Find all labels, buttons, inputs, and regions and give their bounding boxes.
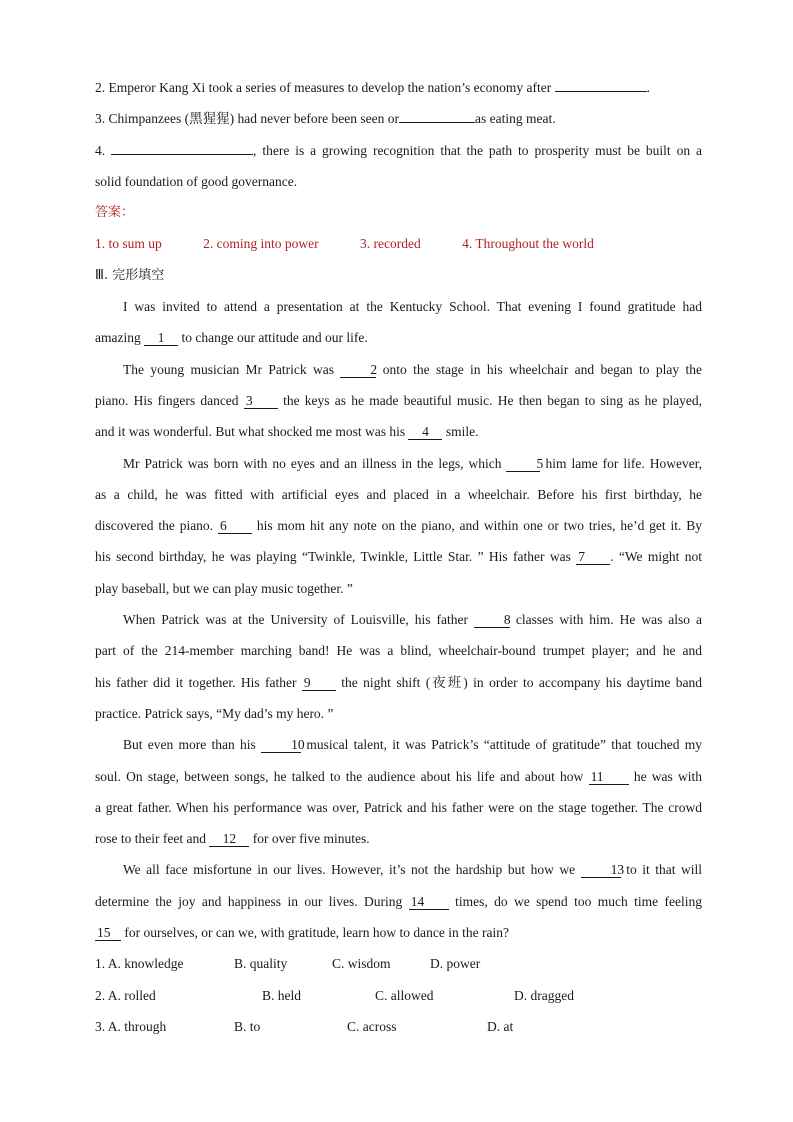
text: When Patrick was at the University of Louisville, his father [123, 612, 468, 628]
document-page [95, 72, 702, 1042]
blank-6: 6 [218, 518, 252, 534]
text: musical talent, it was Patrick’s “attitude of gratitude” that touched my [306, 737, 702, 753]
option-c: C. wisdom [332, 956, 391, 972]
question-text: , there is a growing recognition that the path to prosperity must be built on a [253, 142, 702, 158]
passage-line [95, 854, 702, 885]
text: for ourselves, or can we, with gratitude, learn how to dance in the rain? [124, 925, 509, 941]
option-a: 2. A. rolled [95, 987, 156, 1003]
text: him lame for life. However, [545, 455, 702, 471]
passage-line [95, 667, 702, 698]
blank-14: 14 [409, 894, 449, 910]
blank-7: 7 [576, 549, 610, 565]
text: Mr Patrick was born with no eyes and an illness in the legs, which [123, 455, 502, 471]
option-b: B. quality [234, 956, 288, 972]
blank-12: 12 [209, 831, 249, 847]
text: onto the stage in his wheelchair and began to play the [382, 361, 702, 377]
text: discovered the piano. [95, 518, 214, 534]
blank-3: 3 [244, 393, 278, 409]
passage-line [95, 917, 702, 948]
text: The young musician Mr Patrick was [123, 361, 335, 377]
text: for over five minutes. [252, 831, 370, 847]
passage-line: a great father. When his performance was over, Patrick and his father were on the stage together. The crowd [95, 799, 702, 815]
text: But even more than his [123, 737, 256, 753]
text: his mom hit any note on the piano, and within one or two tries, he’d get it. By [256, 518, 702, 534]
text: to it that will [626, 862, 702, 878]
answer-blank [399, 106, 475, 123]
options-row-1 [95, 948, 702, 979]
blank-1: 1 [144, 330, 178, 346]
question-text-end: as eating meat. [475, 111, 556, 127]
passage-line [95, 385, 702, 416]
passage-line [95, 322, 702, 353]
text: amazing [95, 330, 141, 346]
answer-2: 2. coming into power [203, 236, 319, 252]
text: . “We might not [610, 549, 702, 565]
text: and it was wonderful. But what shocked me most was his [95, 424, 406, 440]
passage-line [95, 416, 702, 447]
section-title: Ⅲ. 完形填空 [95, 267, 165, 283]
option-d: D. at [487, 1018, 514, 1034]
blank-4: 4 [408, 424, 442, 440]
option-b: B. to [234, 1018, 261, 1034]
text: the keys as he made beautiful music. He then began to sing as he played, [283, 392, 702, 408]
passage-line [95, 761, 702, 792]
blank-8: 8 [474, 612, 510, 628]
answer-blank [555, 75, 647, 92]
text: to change our attitude and our life. [181, 330, 368, 346]
option-c: C. across [347, 1018, 397, 1034]
passage-line [95, 823, 702, 854]
passage-line [95, 604, 702, 635]
answer-label: 答案： [95, 205, 135, 221]
answer-4: 4. Throughout the world [462, 236, 594, 252]
blank-9: 9 [302, 675, 336, 691]
option-a: 3. A. through [95, 1018, 167, 1034]
passage-line [95, 354, 702, 385]
text: times, do we spend too much time feeling [455, 893, 702, 909]
text: the night shift (夜班) in order to accompany his daytime band [341, 674, 702, 690]
blank-13: 13 [581, 862, 621, 878]
option-b: B. held [262, 987, 301, 1003]
passage-line: part of the 214-member marching band! He was a blind, wheelchair-bound trumpet player; and he and [95, 643, 702, 659]
question-text: 3. Chimpanzees (黑猩猩) had never before been seen or [95, 111, 400, 127]
text: he was with [633, 768, 702, 784]
answer-3: 3. recorded [360, 236, 421, 252]
options-row-3 [95, 1011, 702, 1042]
text: determine the joy and happiness in our lives. During [95, 893, 403, 909]
answers-row [95, 228, 702, 259]
text: piano. His fingers danced [95, 392, 239, 408]
text: rose to their feet and [95, 831, 206, 847]
fill-question-2 [95, 72, 702, 103]
option-d: D. power [430, 956, 481, 972]
blank-2: 2 [340, 362, 376, 378]
text: soul. On stage, between songs, he talked to the audience about his life and about how [95, 768, 584, 784]
blank-10: 10 [261, 737, 301, 753]
question-text-end: . [646, 80, 650, 95]
text: his second birthday, he was playing “Twinkle, Twinkle, Little Star. ” His father was [95, 549, 571, 565]
fill-question-4 [95, 135, 702, 166]
text: We all face misfortune in our lives. However, it’s not the hardship but how we [123, 862, 576, 878]
passage-line [95, 886, 702, 917]
fill-question-4-cont: solid foundation of good governance. [95, 173, 298, 189]
option-c: C. allowed [375, 987, 434, 1003]
passage-line [95, 448, 702, 479]
option-d: D. dragged [514, 987, 574, 1003]
answer-blank [111, 138, 253, 155]
passage-line: as a child, he was fitted with artificial eyes and placed in a wheelchair. Before his first birthday, he [95, 486, 702, 502]
passage-line [95, 729, 702, 760]
text: smile. [445, 424, 479, 440]
option-a: 1. A. knowledge [95, 956, 184, 972]
passage-line: play baseball, but we can play music together. ” [95, 580, 353, 596]
passage-line [95, 541, 702, 572]
blank-15: 15 [95, 925, 121, 941]
fill-question-3 [95, 103, 702, 134]
blank-5: 5 [506, 456, 540, 472]
question-text: 2. Emperor Kang Xi took a series of measures to develop the nation’s economy after [95, 80, 552, 95]
answer-1: 1. to sum up [95, 236, 162, 252]
options-row-2 [95, 980, 702, 1011]
text: his father did it together. His father [95, 674, 297, 690]
blank-11: 11 [589, 769, 629, 785]
passage-line: practice. Patrick says, “My dad’s my hero. ” [95, 705, 334, 721]
question-number: 4. [95, 142, 106, 158]
passage-line: I was invited to attend a presentation at the Kentucky School. That evening I found gratitude had [123, 299, 702, 315]
text: classes with him. He was also a [515, 612, 702, 628]
passage-line [95, 510, 702, 541]
